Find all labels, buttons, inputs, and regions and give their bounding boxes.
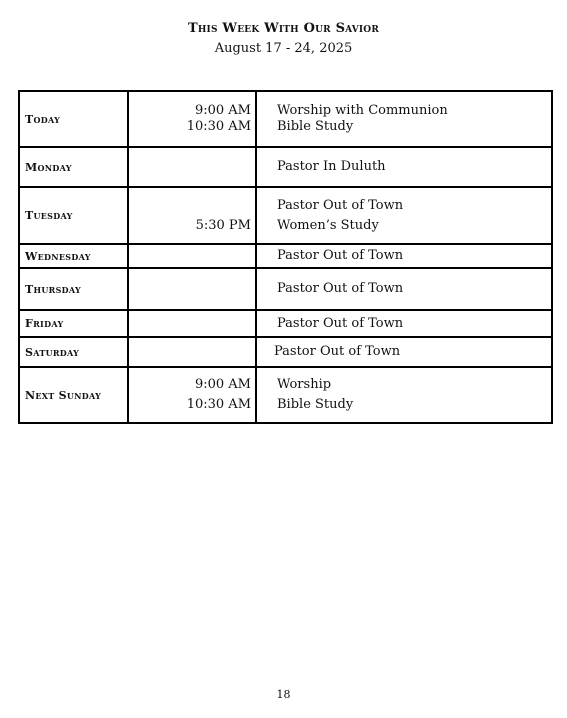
time-value: 9:00 AM — [194, 377, 251, 392]
event-text: Pastor Out of Town — [277, 248, 404, 263]
page-title: This Week With Our Savior — [187, 21, 380, 36]
schedule-row-next-sunday — [19, 367, 552, 423]
day-label: Thursday — [19, 268, 128, 310]
time-cell — [128, 244, 256, 268]
schedule-row-today — [19, 91, 552, 147]
event-text: Pastor Out of Town — [274, 344, 401, 359]
page-number: 18 — [276, 688, 291, 701]
event-cell — [256, 187, 552, 244]
schedule-row-saturday — [19, 337, 552, 367]
day-label: Friday — [19, 310, 128, 337]
schedule-row-tuesday — [19, 187, 552, 244]
day-label: Next Sunday — [19, 367, 128, 423]
time-cell — [128, 147, 256, 187]
event-text: Women’s Study — [277, 217, 379, 233]
schedule-table — [18, 90, 553, 424]
event-text: Bible Study — [277, 397, 354, 412]
day-label: Wednesday — [19, 244, 128, 268]
page-subtitle: August 17 - 24, 2025 — [214, 41, 353, 56]
time-cell — [128, 268, 256, 310]
schedule-row-thursday — [19, 268, 552, 310]
time-cell — [128, 91, 256, 147]
event-text: Bible Study — [277, 119, 354, 134]
schedule-row-wednesday — [19, 244, 552, 268]
time-cell — [128, 187, 256, 244]
event-text: Worship — [277, 377, 332, 392]
day-label: Saturday — [19, 337, 128, 367]
time-value: 10:30 AM — [186, 119, 251, 134]
event-cell — [256, 268, 552, 310]
time-cell — [128, 337, 256, 367]
day-label: Tuesday — [19, 187, 128, 244]
event-text: Pastor Out of Town — [277, 315, 404, 331]
event-text: Pastor In Duluth — [277, 159, 386, 174]
time-value: 5:30 PM — [195, 217, 251, 233]
time-cell — [128, 310, 256, 337]
event-text: Pastor Out of Town — [277, 197, 404, 213]
day-label: Monday — [19, 147, 128, 187]
time-cell — [128, 367, 256, 423]
event-cell — [256, 91, 552, 147]
event-text: Pastor Out of Town — [277, 281, 404, 296]
time-value: 10:30 AM — [186, 397, 251, 412]
event-cell — [256, 337, 552, 367]
event-cell — [256, 244, 552, 268]
time-value: 9:00 AM — [194, 103, 251, 118]
schedule-row-friday — [19, 310, 552, 337]
schedule-row-monday — [19, 147, 552, 187]
day-label: Today — [19, 91, 128, 147]
event-cell — [256, 147, 552, 187]
event-cell — [256, 367, 552, 423]
event-cell — [256, 310, 552, 337]
event-text: Worship with Communion — [277, 103, 448, 118]
